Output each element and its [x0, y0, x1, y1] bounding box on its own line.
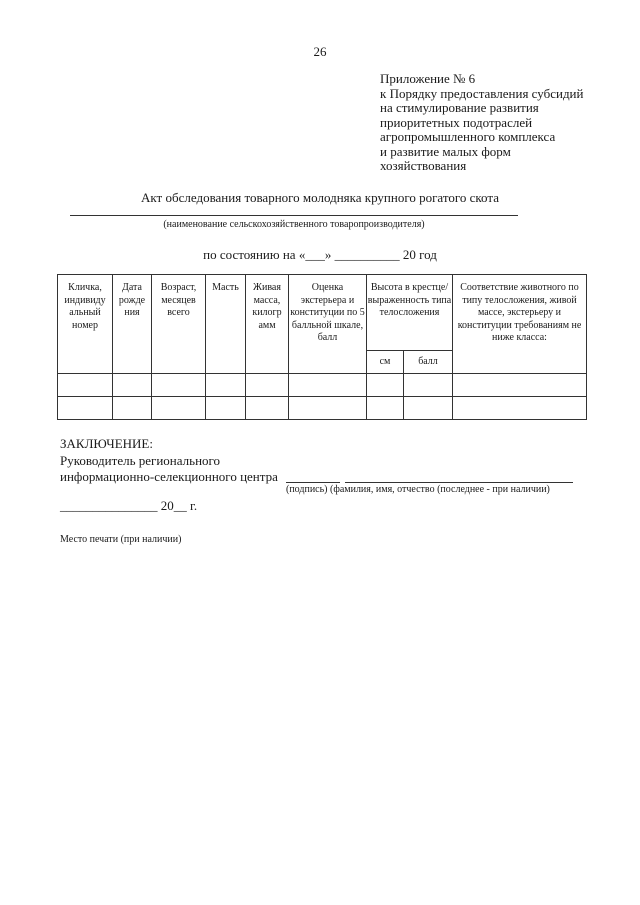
head-label-line: информационно-селекционного центра — [60, 468, 278, 484]
inspection-table — [57, 274, 587, 420]
head-label-line: Руководитель регионального — [60, 453, 221, 468]
header-name: Кличка, индивиду альный номер — [58, 275, 113, 374]
as-of-date-line: по состоянию на «___» __________ 20 год — [203, 247, 437, 262]
header-live-weight: Живая масса, килогр амм — [246, 275, 289, 374]
subheader-cm: см — [367, 351, 404, 374]
signature-line — [286, 482, 340, 483]
appendix-line: приоритетных подотраслей — [380, 114, 533, 130]
appendix-line: Приложение № 6 — [380, 71, 476, 86]
producer-name-line — [70, 215, 518, 216]
appendix-block — [380, 72, 583, 174]
appendix-line: к Порядку предоставления субсидий — [380, 85, 584, 101]
producer-caption: (наименование сельскохозяйственного товаропроизводителя) — [163, 219, 425, 230]
subheader-points: балл — [404, 351, 453, 374]
header-class-match: Соответствие животного по типу телосложения, живой массе, экстерьеру и конституции требованиям не ниже класса: — [453, 275, 587, 374]
signature-date: _______________ 20__ г. — [60, 498, 198, 513]
header-exterior-score: Оценка экстерьера и конституции по 5 балльной шкале, балл — [289, 275, 367, 374]
full-name-line — [345, 482, 573, 483]
table-row — [58, 397, 587, 420]
appendix-line: на стимулирование развития — [380, 100, 539, 115]
conclusion-heading: ЗАКЛЮЧЕНИЕ: — [60, 436, 153, 451]
appendix-line: агропромышленного комплекса — [380, 129, 556, 144]
header-birth-date: Дата рожде ния — [113, 275, 152, 374]
head-of-center-label — [60, 453, 278, 484]
table-row — [58, 374, 587, 397]
appendix-line: хозяйствования — [380, 158, 467, 173]
seal-note: Место печати (при наличии) — [60, 534, 182, 545]
appendix-line: и развитие малых форм — [380, 143, 511, 159]
header-height: Высота в крестце/ выраженность типа телосложения — [367, 275, 453, 351]
header-color: Масть — [206, 275, 246, 374]
act-title: Акт обследования товарного молодняка крупного рогатого скота — [141, 190, 499, 205]
page-number: 26 — [313, 44, 327, 59]
signature-caption: (подпись) (фамилия, имя, отчество (последнее - при наличии) — [286, 484, 550, 495]
header-age: Возраст, месяцев всего — [152, 275, 206, 374]
